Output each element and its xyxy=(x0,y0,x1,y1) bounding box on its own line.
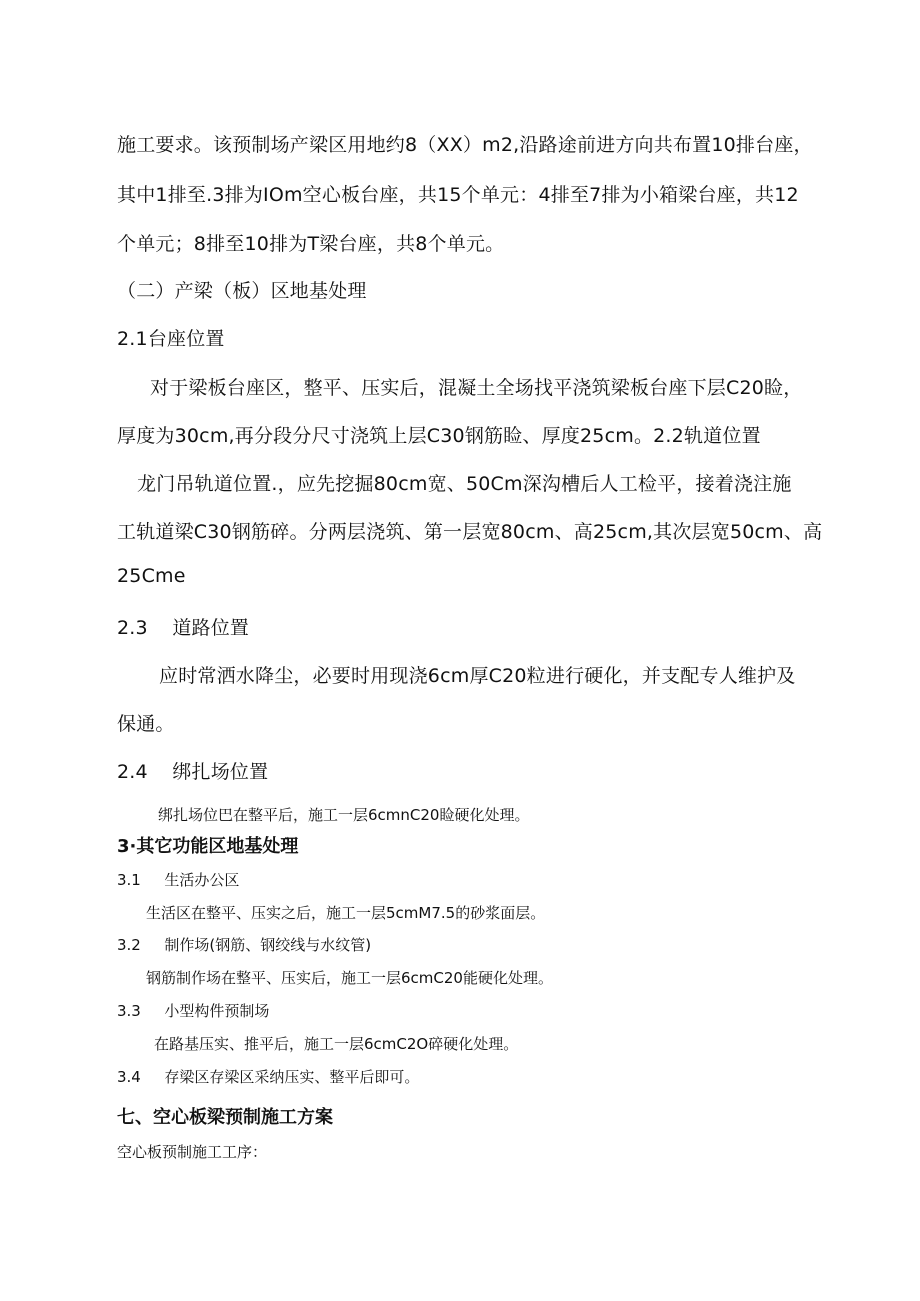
subsection-heading xyxy=(117,757,268,784)
paragraph-line: 生活区在整平、压实之后，施工一层5cmM7.5的砂浆面层。 xyxy=(146,904,546,922)
heading-text: 存梁区存梁区采纳压实、整平后即可。 xyxy=(164,1068,420,1086)
chapter-heading: 七、空心板梁预制施工方案 xyxy=(117,1107,333,1128)
paragraph-line: 对于梁板台座区，整平、压实后，混凝土全场找平浇筑梁板台座下层C20睑， xyxy=(150,377,803,399)
paragraph-line: 25Cme xyxy=(117,565,186,587)
section-heading: （二）产梁（板）区地基处理 xyxy=(117,280,367,302)
paragraph-line: 工轨道梁C30钢筋碎。分两层浇筑、第一层宽80cm、高25cm,其次层宽50cm、高 xyxy=(117,521,823,543)
heading-number: 2.4 xyxy=(117,761,148,783)
subsection-heading xyxy=(117,1066,419,1087)
heading-text: 制作场(钢筋、钢绞线与水纹管) xyxy=(164,936,372,954)
heading-number: 3.4 xyxy=(117,1068,141,1086)
heading-number: 3.1 xyxy=(117,871,141,889)
heading-text: 道路位置 xyxy=(172,617,250,639)
paragraph-line: 保通。 xyxy=(117,713,175,735)
paragraph-line: 施工要求。该预制场产梁区用地约8（XX）m2,沿路途前进方向共布置10排台座， xyxy=(117,134,813,156)
subsection-heading xyxy=(117,1000,269,1021)
heading-number: 2.3 xyxy=(117,617,148,639)
subsection-heading xyxy=(117,934,371,955)
paragraph-line: 钢筋制作场在整平、压实后，施工一层6cmC20能硬化处理。 xyxy=(146,969,553,987)
subsection-heading xyxy=(117,613,249,640)
paragraph-line: 其中1排至.3排为IOm空心板台座，共15个单元：4排至7排为小箱梁台座，共12 xyxy=(117,184,799,206)
heading-text: 小型构件预制场 xyxy=(164,1002,270,1020)
subsection-heading: 2.1台座位置 xyxy=(117,328,225,350)
paragraph-line: 空心板预制施工工序： xyxy=(117,1143,268,1161)
paragraph-line: 龙门吊轨道位置.，应先挖掘80cm宽、50Cm深沟槽后人工检平，接着浇注施 xyxy=(137,473,792,495)
heading-text: 绑扎场位置 xyxy=(172,761,269,783)
paragraph-line: 在路基压实、推平后，施工一层6cmC2O碎硬化处理。 xyxy=(154,1035,519,1053)
subsection-heading xyxy=(117,869,239,890)
paragraph-line: 应时常洒水降尘，必要时用现浇6cm厚C20粒进行硬化，并支配专人维护及 xyxy=(159,665,796,687)
heading-text: 生活办公区 xyxy=(164,871,240,889)
section-heading: 3·其它功能区地基处理 xyxy=(117,836,299,857)
paragraph-line: 厚度为30cm,再分段分尺寸浇筑上层C30钢筋睑、厚度25cm。2.2轨道位置 xyxy=(117,425,761,447)
heading-number: 3.2 xyxy=(117,936,141,954)
paragraph-line: 个单元；8排至10排为T梁台座，共8个单元。 xyxy=(117,233,505,255)
paragraph-line: 绑扎场位巴在整平后，施工一层6cmnC20睑硬化处理。 xyxy=(158,806,530,824)
heading-number: 3.3 xyxy=(117,1002,141,1020)
